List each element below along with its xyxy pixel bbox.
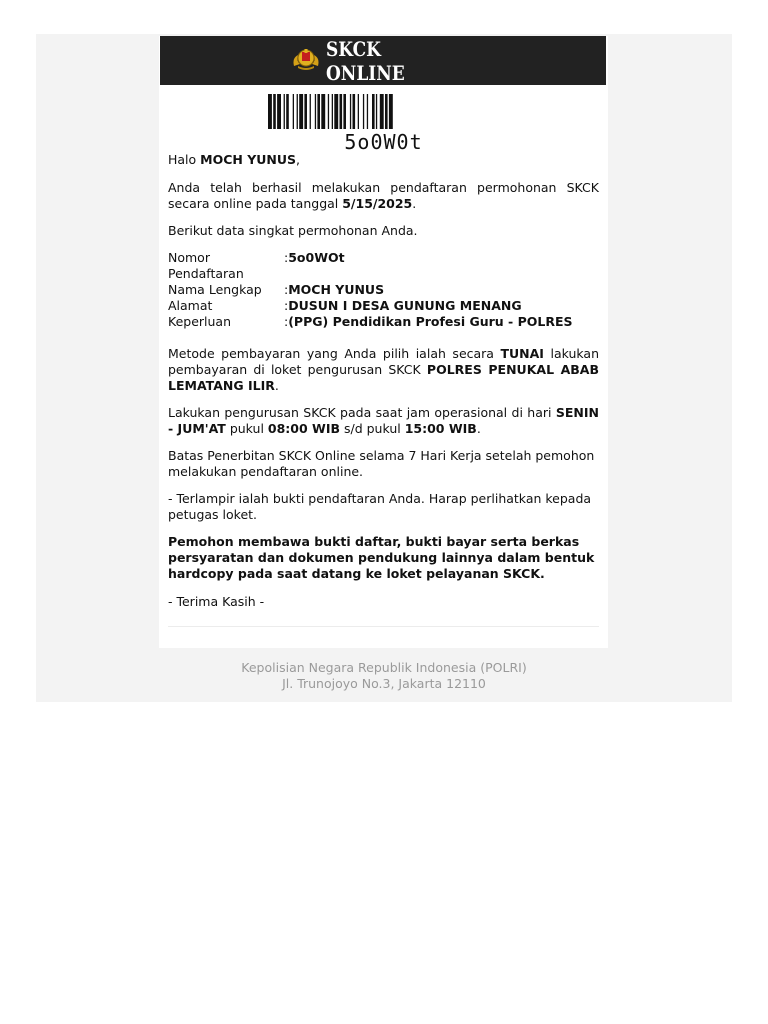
barcode-image [264,94,504,129]
email-background [36,34,732,702]
barcode-bar [314,94,315,129]
barcode-bar [334,94,338,129]
summary-intro: Berikut data singkat permohonan Anda. [168,223,418,238]
greeting: Halo MOCH YUNUS, [168,152,301,167]
barcode-bar [268,94,272,129]
detail-row: Keperluan :(PPG) Pendidikan Profesi Guru - POLRES [168,314,573,329]
registration-barcode [159,94,608,153]
barcode-bar [299,94,303,129]
barcode-bar [339,94,342,129]
detail-value: 5o0WOt [288,250,345,265]
registration-date: 5/15/2025 [342,196,413,211]
payment-location: POLRES PENUKAL ABAB LEMATANG ILIR [168,362,599,393]
barcode-bar [385,94,388,129]
barcode-bar [343,94,346,129]
footer-org: Kepolisian Negara Republik Indonesia (POLRI) [241,660,527,675]
requirements-notice: Pemohon membawa bukti daftar, bukti bayar serta berkas persyaratan dan dokumen pendukung lainnya dalam bentuk hardcopy pada saat datang ke loket pelayanan SKCK. [168,534,595,581]
email-header [160,36,606,85]
barcode-bar [375,94,376,129]
details-table [168,250,599,330]
email-body [168,152,599,610]
barcode-bar [309,94,310,129]
payment-paragraph: Metode pembayaran yang Anda pilih ialah secara TUNAI lakukan pembayaran di loket pengurusan SKCK POLRES PENUKAL ABAB LEMATANG ILIR. [168,346,600,393]
barcode-bar [277,94,281,129]
detail-value: DUSUN I DESA GUNUNG MENANG [288,298,522,313]
barcode-bar [349,94,350,129]
greeting-name: MOCH YUNUS [200,152,297,167]
detail-label: Nomor Pendaftaran [168,250,244,281]
police-emblem-icon [290,46,322,76]
detail-value: (PPG) Pendidikan Profesi Guru - POLRES [288,314,573,329]
payment-method: TUNAI [500,346,544,361]
detail-row: Nomor Pendaftaran :5o0WOt [168,250,345,281]
email-footer [36,660,732,692]
brand-name: SKCK ONLINE [326,36,405,85]
barcode-bar [304,94,307,129]
barcode-bar [292,94,293,129]
barcode-bar [357,94,358,129]
detail-row: Alamat :DUSUN I DESA GUNUNG MENANG [168,298,522,313]
barcode-bar [331,94,332,129]
barcode-bar [321,94,325,129]
email-card [159,36,608,648]
barcode-bar [379,94,383,129]
end-time: 15:00 WIB [404,421,477,436]
deadline-paragraph: Batas Penerbitan SKCK Online selama 7 Hari Kerja setelah pemohon melakukan pendaftaran online. [168,448,595,479]
attachment-note: - Terlampir ialah bukti pendaftaran Anda. Harap perlihatkan kepada petugas loket. [168,491,592,522]
start-time: 08:00 WIB [267,421,341,436]
barcode-bar [366,94,367,129]
barcode-bar [388,94,392,129]
barcode-bar [273,94,276,129]
barcode-bar [317,94,320,129]
detail-label: Alamat [168,298,213,313]
detail-value: MOCH YUNUS [288,282,385,297]
barcode-code: 5o0W0t [344,130,423,154]
barcode-bar [362,94,363,129]
detail-label: Keperluan [168,314,232,329]
barcode-bar [372,94,375,129]
hours-paragraph: Lakukan pengurusan SKCK pada saat jam operasional di hari SENIN - JUM'AT pukul 08:00 WIB s/d pukul 15:00 WIB. [168,405,599,436]
brand [290,37,476,85]
barcode-bar [286,94,289,129]
operating-days: SENIN - JUM'AT [168,405,599,436]
barcode-bar [327,94,328,129]
detail-label: Nama Lengkap [168,282,262,297]
barcode-bar [296,94,297,129]
footer-address: Jl. Trunojoyo No.3, Jakarta 12110 [282,676,486,691]
divider [168,626,599,627]
detail-row: Nama Lengkap :MOCH YUNUS [168,282,385,297]
barcode-bar [283,94,284,129]
barcode-bar [352,94,355,129]
closing-text: - Terima Kasih - [168,594,265,609]
intro-paragraph: Anda telah berhasil melakukan pendaftaran permohonan SKCK secara online pada tanggal 5/15/2025. [168,180,599,211]
